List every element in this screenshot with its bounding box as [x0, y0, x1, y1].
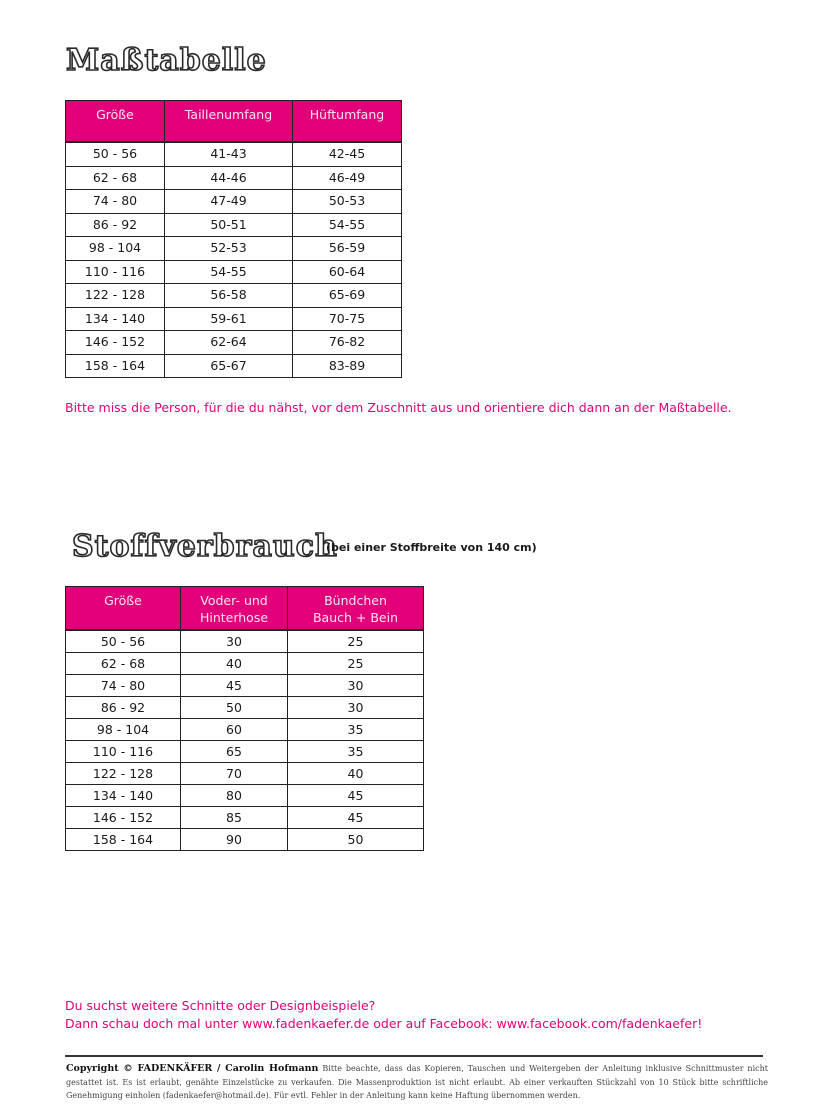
- size-table-cell: 50 - 56: [66, 142, 165, 166]
- fabric-table-cell: 110 - 116: [66, 741, 181, 763]
- fabric-table-cell: 50 - 56: [66, 630, 181, 653]
- size-table-header-waist: Taillenumfang: [165, 101, 293, 143]
- fabric-table-cell: 50: [181, 697, 288, 719]
- copyright-title: Copyright © FADENKÄFER / Carolin Hofmann: [66, 1063, 319, 1074]
- fabric-table-cell: 45: [288, 807, 424, 829]
- promo-line-2: Dann schau doch mal unter www.fadenkaefer.de oder auf Facebook: www.facebook.com/fadenkaefer!: [65, 1016, 703, 1031]
- fabric-table-header-row: [66, 587, 424, 631]
- fabric-table-cell: 158 - 164: [66, 829, 181, 851]
- size-table-cell: 54-55: [165, 260, 293, 284]
- size-table: [65, 100, 402, 378]
- fabric-table-cell: 74 - 80: [66, 675, 181, 697]
- fabric-table: [65, 586, 424, 851]
- size-table-cell: 65-67: [165, 354, 293, 378]
- fabric-table-cell: 98 - 104: [66, 719, 181, 741]
- size-table-cell: 74 - 80: [66, 190, 165, 214]
- fabric-table-row: [66, 785, 424, 807]
- fabric-table-cell: 60: [181, 719, 288, 741]
- fabric-table-row: [66, 675, 424, 697]
- size-table-cell: 86 - 92: [66, 213, 165, 237]
- size-table-row: [66, 166, 402, 190]
- fabric-table-cell: 25: [288, 653, 424, 675]
- size-table-cell: 65-69: [293, 284, 402, 308]
- fabric-table-row: [66, 697, 424, 719]
- fabric-table-cell: 65: [181, 741, 288, 763]
- fabric-table-cell: 85: [181, 807, 288, 829]
- size-table-header-size: Größe: [66, 101, 165, 143]
- fabric-table-cell: 62 - 68: [66, 653, 181, 675]
- fabric-table-title: Stoffverbrauch: [72, 529, 338, 564]
- size-table-cell: 62 - 68: [66, 166, 165, 190]
- size-table-body: [66, 142, 402, 378]
- fabric-table-row: [66, 807, 424, 829]
- size-table-cell: 60-64: [293, 260, 402, 284]
- size-table-cell: 56-59: [293, 237, 402, 261]
- size-table-cell: 98 - 104: [66, 237, 165, 261]
- size-table-cell: 52-53: [165, 237, 293, 261]
- fabric-table-body: [66, 630, 424, 851]
- size-table-cell: 83-89: [293, 354, 402, 378]
- size-table-cell: 76-82: [293, 331, 402, 355]
- footer-divider: [65, 1055, 763, 1057]
- size-table-cell: 70-75: [293, 307, 402, 331]
- size-table-row: [66, 142, 402, 166]
- size-table-cell: 59-61: [165, 307, 293, 331]
- fabric-table-cell: 80: [181, 785, 288, 807]
- fabric-header-pants-line1: Voder- und: [200, 593, 268, 608]
- fabric-table-cell: 35: [288, 719, 424, 741]
- size-table-cell: 146 - 152: [66, 331, 165, 355]
- fabric-table-cell: 50: [288, 829, 424, 851]
- size-table-header-hip: Hüftumfang: [293, 101, 402, 143]
- fabric-table-cell: 70: [181, 763, 288, 785]
- size-table-cell: 110 - 116: [66, 260, 165, 284]
- fabric-table-header-pants: [181, 587, 288, 631]
- fabric-table-row: [66, 741, 424, 763]
- fabric-table-cell: 122 - 128: [66, 763, 181, 785]
- fabric-table-row: [66, 763, 424, 785]
- fabric-table-row: [66, 829, 424, 851]
- fabric-table-header-cuffs: [288, 587, 424, 631]
- fabric-table-cell: 45: [181, 675, 288, 697]
- measure-hint: Bitte miss die Person, für die du nähst, vor dem Zuschnitt aus und orientiere dich dann an der Maßtabelle.: [65, 400, 732, 415]
- size-table-row: [66, 213, 402, 237]
- fabric-table-cell: 40: [181, 653, 288, 675]
- fabric-table-cell: 86 - 92: [66, 697, 181, 719]
- fabric-table-cell: 90: [181, 829, 288, 851]
- size-table-cell: 44-46: [165, 166, 293, 190]
- size-table-row: [66, 260, 402, 284]
- fabric-table-header-size: [66, 587, 181, 631]
- copyright-text: Bitte beachte, dass das Kopieren, Tauschen und Weitergeben der Anleitung inklusive Schnittmuster nicht gestattet ist. Es ist erlaubt, genähte Einzelstücke zu verkaufen. Die Massenproduktion ist nicht erlaubt. Ab einer verkauften Stückzahl von 10 Stück bitte schriftliche Genehmigung einholen (fadenkaefer@hotmail.de). Für evtl. Fehler in der Anleitung kann keine Haftung übernommen werden.: [66, 1064, 768, 1100]
- size-table-cell: 122 - 128: [66, 284, 165, 308]
- fabric-table-cell: 40: [288, 763, 424, 785]
- size-table-title: Maßtabelle: [66, 43, 267, 78]
- fabric-width-note: (bei einer Stoffbreite von 140 cm): [326, 541, 537, 554]
- size-table-row: [66, 284, 402, 308]
- size-table-header-row: [66, 101, 402, 143]
- fabric-table-row: [66, 719, 424, 741]
- size-table-row: [66, 354, 402, 378]
- fabric-header-cuffs-line2: Bauch + Bein: [312, 610, 399, 625]
- fabric-header-size-line1: Größe: [104, 593, 142, 608]
- fabric-table-cell: 30: [181, 630, 288, 653]
- fabric-table-cell: 30: [288, 697, 424, 719]
- size-table-cell: 62-64: [165, 331, 293, 355]
- size-table-cell: 41-43: [165, 142, 293, 166]
- fabric-table-cell: 146 - 152: [66, 807, 181, 829]
- fabric-header-pants-line2: Hinterhose: [199, 610, 269, 625]
- size-table-cell: 47-49: [165, 190, 293, 214]
- fabric-table-cell: 134 - 140: [66, 785, 181, 807]
- copyright-notice: [66, 1062, 768, 1103]
- size-table-cell: 134 - 140: [66, 307, 165, 331]
- size-table-row: [66, 190, 402, 214]
- size-table-row: [66, 331, 402, 355]
- fabric-header-cuffs-line1: Bündchen: [324, 593, 387, 608]
- size-table-row: [66, 237, 402, 261]
- fabric-table-cell: 45: [288, 785, 424, 807]
- size-table-cell: 158 - 164: [66, 354, 165, 378]
- fabric-table-cell: 35: [288, 741, 424, 763]
- size-table-cell: 54-55: [293, 213, 402, 237]
- fabric-table-cell: 30: [288, 675, 424, 697]
- size-table-row: [66, 307, 402, 331]
- size-table-cell: 46-49: [293, 166, 402, 190]
- fabric-table-row: [66, 653, 424, 675]
- size-table-cell: 50-53: [293, 190, 402, 214]
- size-table-cell: 56-58: [165, 284, 293, 308]
- size-table-cell: 50-51: [165, 213, 293, 237]
- fabric-table-cell: 25: [288, 630, 424, 653]
- fabric-table-row: [66, 630, 424, 653]
- promo-line-1: Du suchst weitere Schnitte oder Designbeispiele?: [65, 998, 376, 1013]
- size-table-cell: 42-45: [293, 142, 402, 166]
